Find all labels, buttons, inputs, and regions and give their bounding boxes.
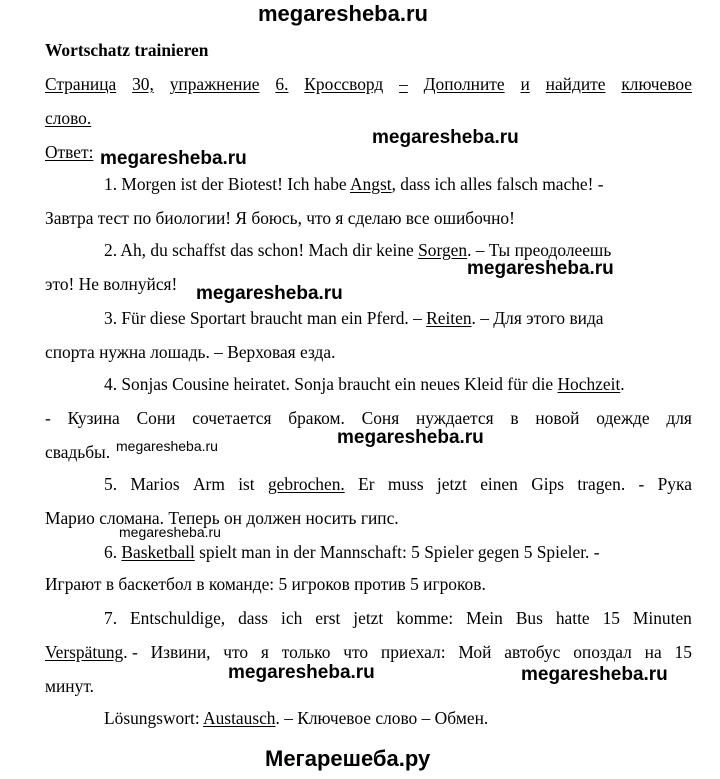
item-6-ru: Играют в баскетбол в команде: 5 игроков против 5 игроков. [45, 574, 486, 594]
item-keyword: Reiten [426, 308, 472, 328]
item-word: только [281, 642, 331, 662]
item-word: tragen. [577, 474, 626, 494]
item-keyword: Hochzeit [557, 374, 621, 394]
footer-watermark: Мегарешеба.ру [265, 746, 431, 771]
item-word: автобус [504, 642, 561, 662]
task-word: Кроссворд [304, 74, 384, 94]
item-5-ru: Марио сломана. Теперь он должен носить гипс. [45, 508, 399, 528]
item-word: сочетается [192, 408, 272, 428]
item-word: hatte [555, 608, 590, 628]
item-2-ru: это! Не волнуйся! [45, 274, 178, 294]
item-text: 4. Sonjas Cousine heiratet. Sonja braucht ein neues Kleid für die [104, 374, 558, 394]
item-word: Minuten [632, 608, 692, 628]
item-keyword: gebrochen. [267, 474, 345, 494]
task-word: Страница [45, 74, 117, 94]
watermark: megaresheba.ru [116, 438, 218, 454]
item-word: нуждается [415, 408, 494, 428]
item-word: Кузина [67, 408, 120, 428]
task-word: ключевое [621, 74, 692, 94]
item-1-de [104, 172, 604, 196]
item-4-ru-2: свадьбы. [45, 442, 111, 462]
item-word: приехал: [380, 642, 446, 662]
solution-keyword: Austausch [203, 708, 276, 728]
item-word: einen [480, 474, 518, 494]
item-word: новой [535, 408, 580, 428]
watermark: megaresheba.ru [521, 664, 668, 685]
item-1-ru: Завтра тест по биологии! Я боюсь, что я сделаю все ошибочно! [45, 208, 515, 228]
watermark: megaresheba.ru [372, 127, 519, 148]
watermark: megaresheba.ru [196, 283, 343, 304]
item-text: 1. Morgen ist der Biotest! Ich habe [104, 174, 350, 194]
section-heading: Wortschatz trainieren [45, 40, 209, 60]
watermark: megaresheba.ru [467, 258, 614, 279]
item-5-de [104, 472, 692, 496]
task-word: 30, [132, 74, 154, 94]
item-text: . – Для этого вида [471, 308, 604, 328]
item-word: Arm [192, 474, 225, 494]
task-line-2: слово. [45, 108, 92, 128]
task-word: найдите [545, 74, 606, 94]
item-text: 6. [104, 542, 122, 562]
item-keyword: Verspätung [45, 642, 124, 662]
item-7-de [104, 606, 692, 630]
item-word: одежде [596, 408, 650, 428]
item-text: . – Ты преодолеешь [467, 240, 612, 260]
item-word: Мой [458, 642, 492, 662]
item-word: dass [238, 608, 269, 628]
item-word: браком. [288, 408, 345, 428]
item-text: 3. Für diese Sportart braucht man ein Pferd. – [104, 308, 427, 328]
item-word: Извини, [150, 642, 211, 662]
item-word: 15 [602, 608, 620, 628]
watermark: megaresheba.ru [337, 427, 484, 448]
item-word: muss [387, 474, 424, 494]
item-word: Entschuldige, [130, 608, 226, 628]
solution-label: Lösungswort: [104, 708, 204, 728]
item-word: в [510, 408, 519, 428]
item-7-ru [45, 640, 692, 664]
solution-line [104, 706, 488, 730]
item-word: я [260, 642, 269, 662]
item-word: - [638, 474, 645, 494]
item-word: Сони [136, 408, 176, 428]
item-word: jetzt [436, 474, 467, 494]
item-text: 2. Ah, du schaffst das schon! Mach dir keine [104, 240, 419, 260]
solution-text: . – Ключевое слово – Обмен. [275, 708, 489, 728]
item-word: 15 [674, 642, 692, 662]
item-7-ru-2: минут. [45, 676, 94, 696]
item-3-de [104, 306, 604, 330]
watermark: megaresheba.ru [100, 148, 247, 169]
item-word: 5. [104, 474, 118, 494]
item-6-de [104, 540, 600, 564]
item-word: Marios [130, 474, 180, 494]
item-word: erst [315, 608, 341, 628]
watermark: megaresheba.ru [228, 662, 375, 683]
answer-label: Ответ: [45, 142, 94, 162]
item-word: - [45, 408, 51, 428]
item-word: Mein [466, 608, 503, 628]
item-4-de [104, 372, 625, 396]
item-word: для [666, 408, 692, 428]
item-word: 7. [104, 608, 118, 628]
item-word: опоздал [573, 642, 632, 662]
task-word: упражнение [169, 74, 260, 94]
item-keyword: Sorgen [418, 240, 468, 260]
task-word: 6. [275, 74, 289, 94]
watermark: megaresheba.ru [119, 524, 221, 540]
item-text: spielt man in der Mannschaft: 5 Spieler gegen 5 Spieler. - [194, 542, 600, 562]
item-word: jetzt [353, 608, 384, 628]
task-word: – [399, 74, 408, 94]
item-word: ich [281, 608, 303, 628]
item-3-ru: спорта нужна лошадь. – Верховая езда. [45, 342, 336, 362]
item-word: . - [123, 642, 138, 662]
item-word: Er [358, 474, 375, 494]
item-text: , dass ich alles falsch mache! - [391, 174, 604, 194]
task-word: Дополните [423, 74, 505, 94]
item-word: на [644, 642, 662, 662]
item-keyword: Angst [350, 174, 392, 194]
item-text: . [620, 374, 625, 394]
item-word: komme: [396, 608, 454, 628]
item-word: ist [238, 474, 255, 494]
item-word: что [343, 642, 369, 662]
task-word: и [520, 74, 530, 94]
item-word: что [223, 642, 249, 662]
header-watermark: megaresheba.ru [258, 1, 428, 26]
item-keyword: Basketball [121, 542, 195, 562]
item-word: Gips [531, 474, 565, 494]
item-word: Bus [515, 608, 543, 628]
item-word: Рука [657, 474, 692, 494]
item-word: Соня [361, 408, 400, 428]
task-line-1 [45, 72, 692, 96]
